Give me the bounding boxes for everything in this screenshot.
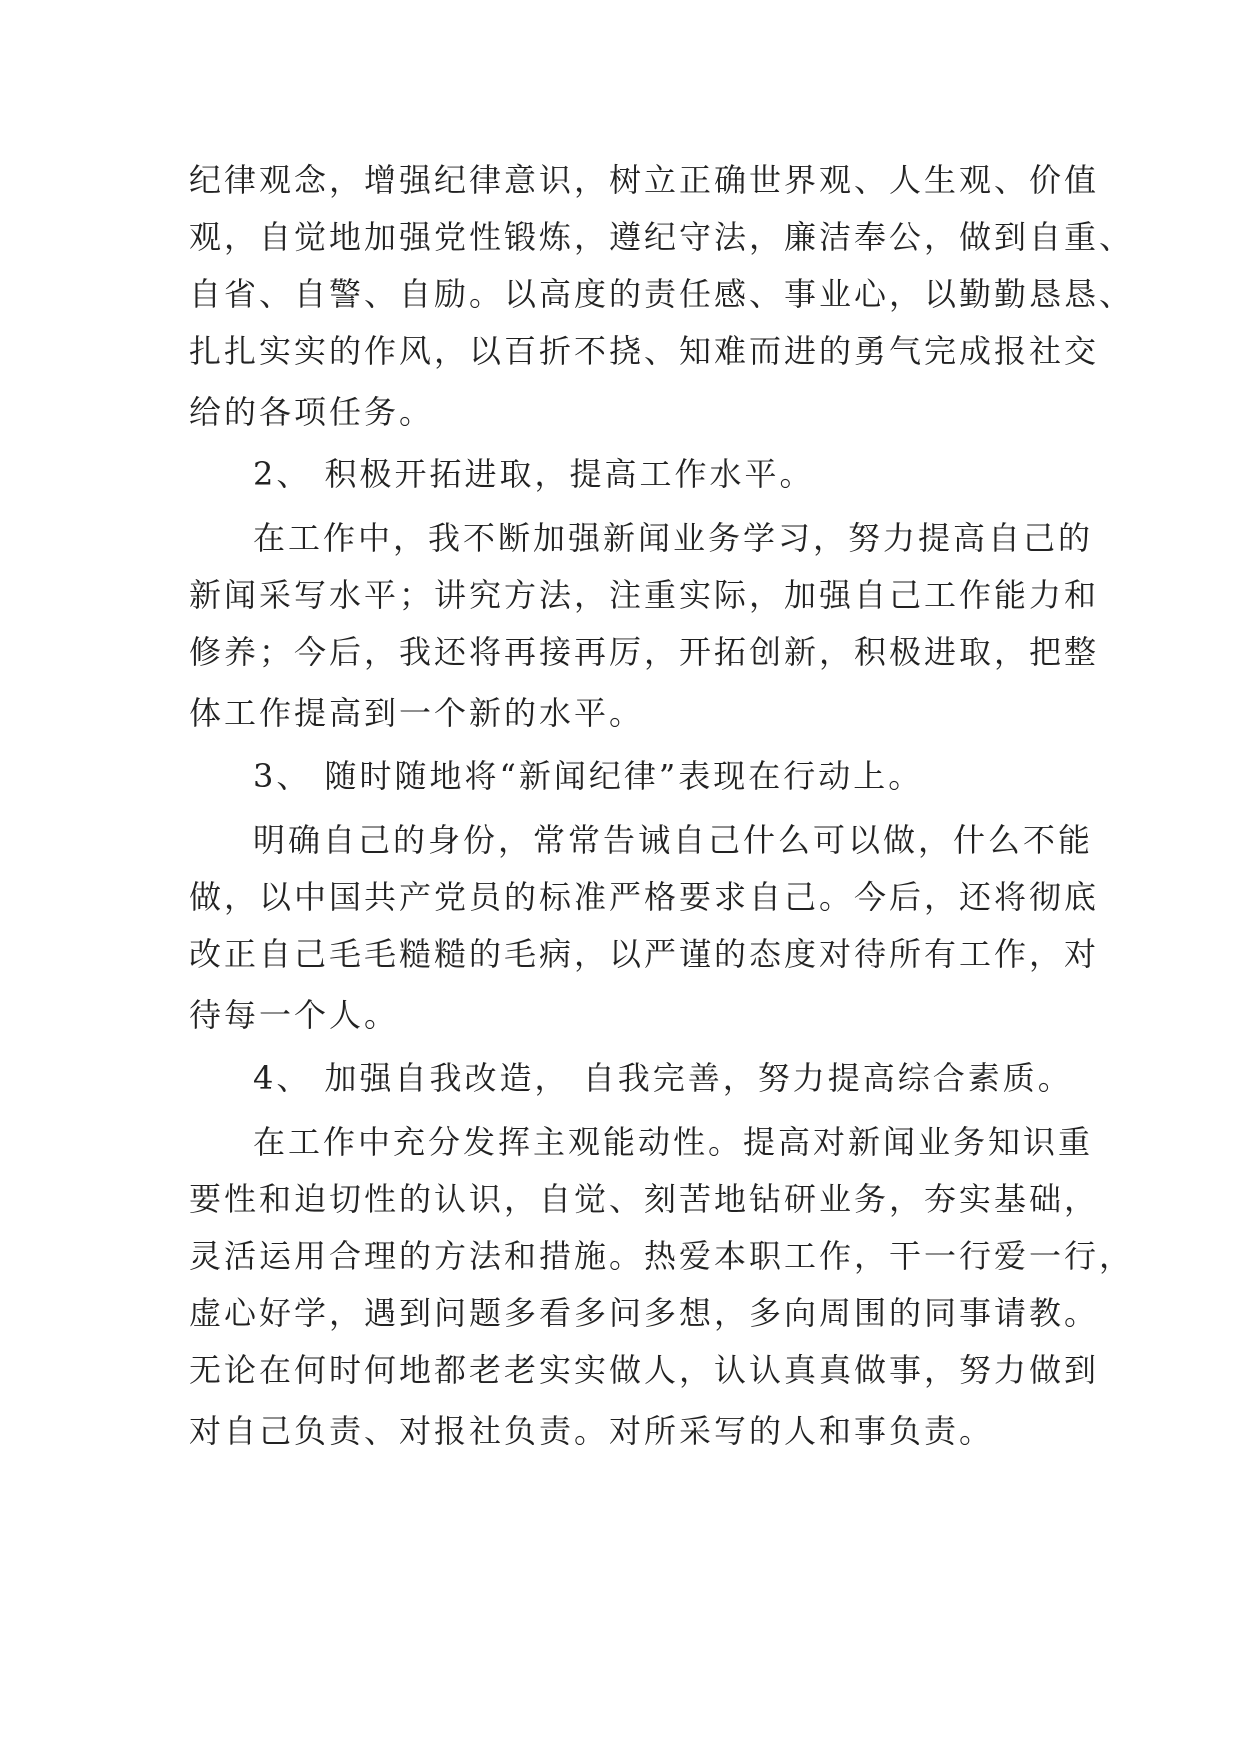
text-line: 改正自己毛毛糙糙的毛病，以严谨的态度对待所有工作，对 [189, 935, 1100, 973]
text-line: 灵活运用合理的方法和措施。热爱本职工作，干一行爱一行， [189, 1237, 1135, 1275]
text-line: 做，以中国共产党员的标准严格要求自己。今后，还将彻底 [189, 878, 1100, 916]
text-line: 对自己负责、对报社负责。对所采写的人和事负责。 [189, 1412, 995, 1450]
text-line: 给的各项任务。 [189, 393, 435, 431]
text-line: 要性和迫切性的认识，自觉、刻苦地钻研业务，夯实基础， [189, 1180, 1100, 1218]
text-line: 在工作中充分发挥主观能动性。提高对新闻业务知识重 [253, 1123, 1094, 1161]
text-line: 自省、自警、自励。以高度的责任感、事业心，以勤勤恳恳、 [189, 275, 1135, 313]
text-line: 观，自觉地加强党性锻炼，遵纪守法，廉洁奉公，做到自重、 [189, 218, 1135, 256]
section-heading-4: 4、 加强自我改造， 自我完善，努力提高综合素质。 [253, 1059, 1073, 1097]
text-line: 在工作中，我不断加强新闻业务学习，努力提高自己的 [253, 519, 1094, 557]
text-line: 修养；今后，我还将再接再厉，开拓创新，积极进取，把整 [189, 633, 1100, 671]
text-line: 明确自己的身份，常常告诫自己什么可以做，什么不能 [253, 821, 1094, 859]
section-heading-2: 2、 积极开拓进取，提高工作水平。 [253, 455, 815, 493]
text-line: 纪律观念，增强纪律意识，树立正确世界观、人生观、价值 [189, 161, 1100, 199]
text-line: 虚心好学，遇到问题多看多问多想，多向周围的同事请教。 [189, 1294, 1100, 1332]
text-line: 体工作提高到一个新的水平。 [189, 694, 645, 732]
text-line: 待每一个人。 [189, 996, 400, 1034]
text-line: 无论在何时何地都老老实实做人，认认真真做事，努力做到 [189, 1351, 1100, 1389]
text-line: 扎扎实实的作风，以百折不挠、知难而进的勇气完成报社交 [189, 332, 1100, 370]
text-line: 新闻采写水平；讲究方法，注重实际，加强自己工作能力和 [189, 576, 1100, 614]
section-heading-3: 3、 随时随地将“新闻纪律”表现在行动上。 [253, 757, 924, 795]
